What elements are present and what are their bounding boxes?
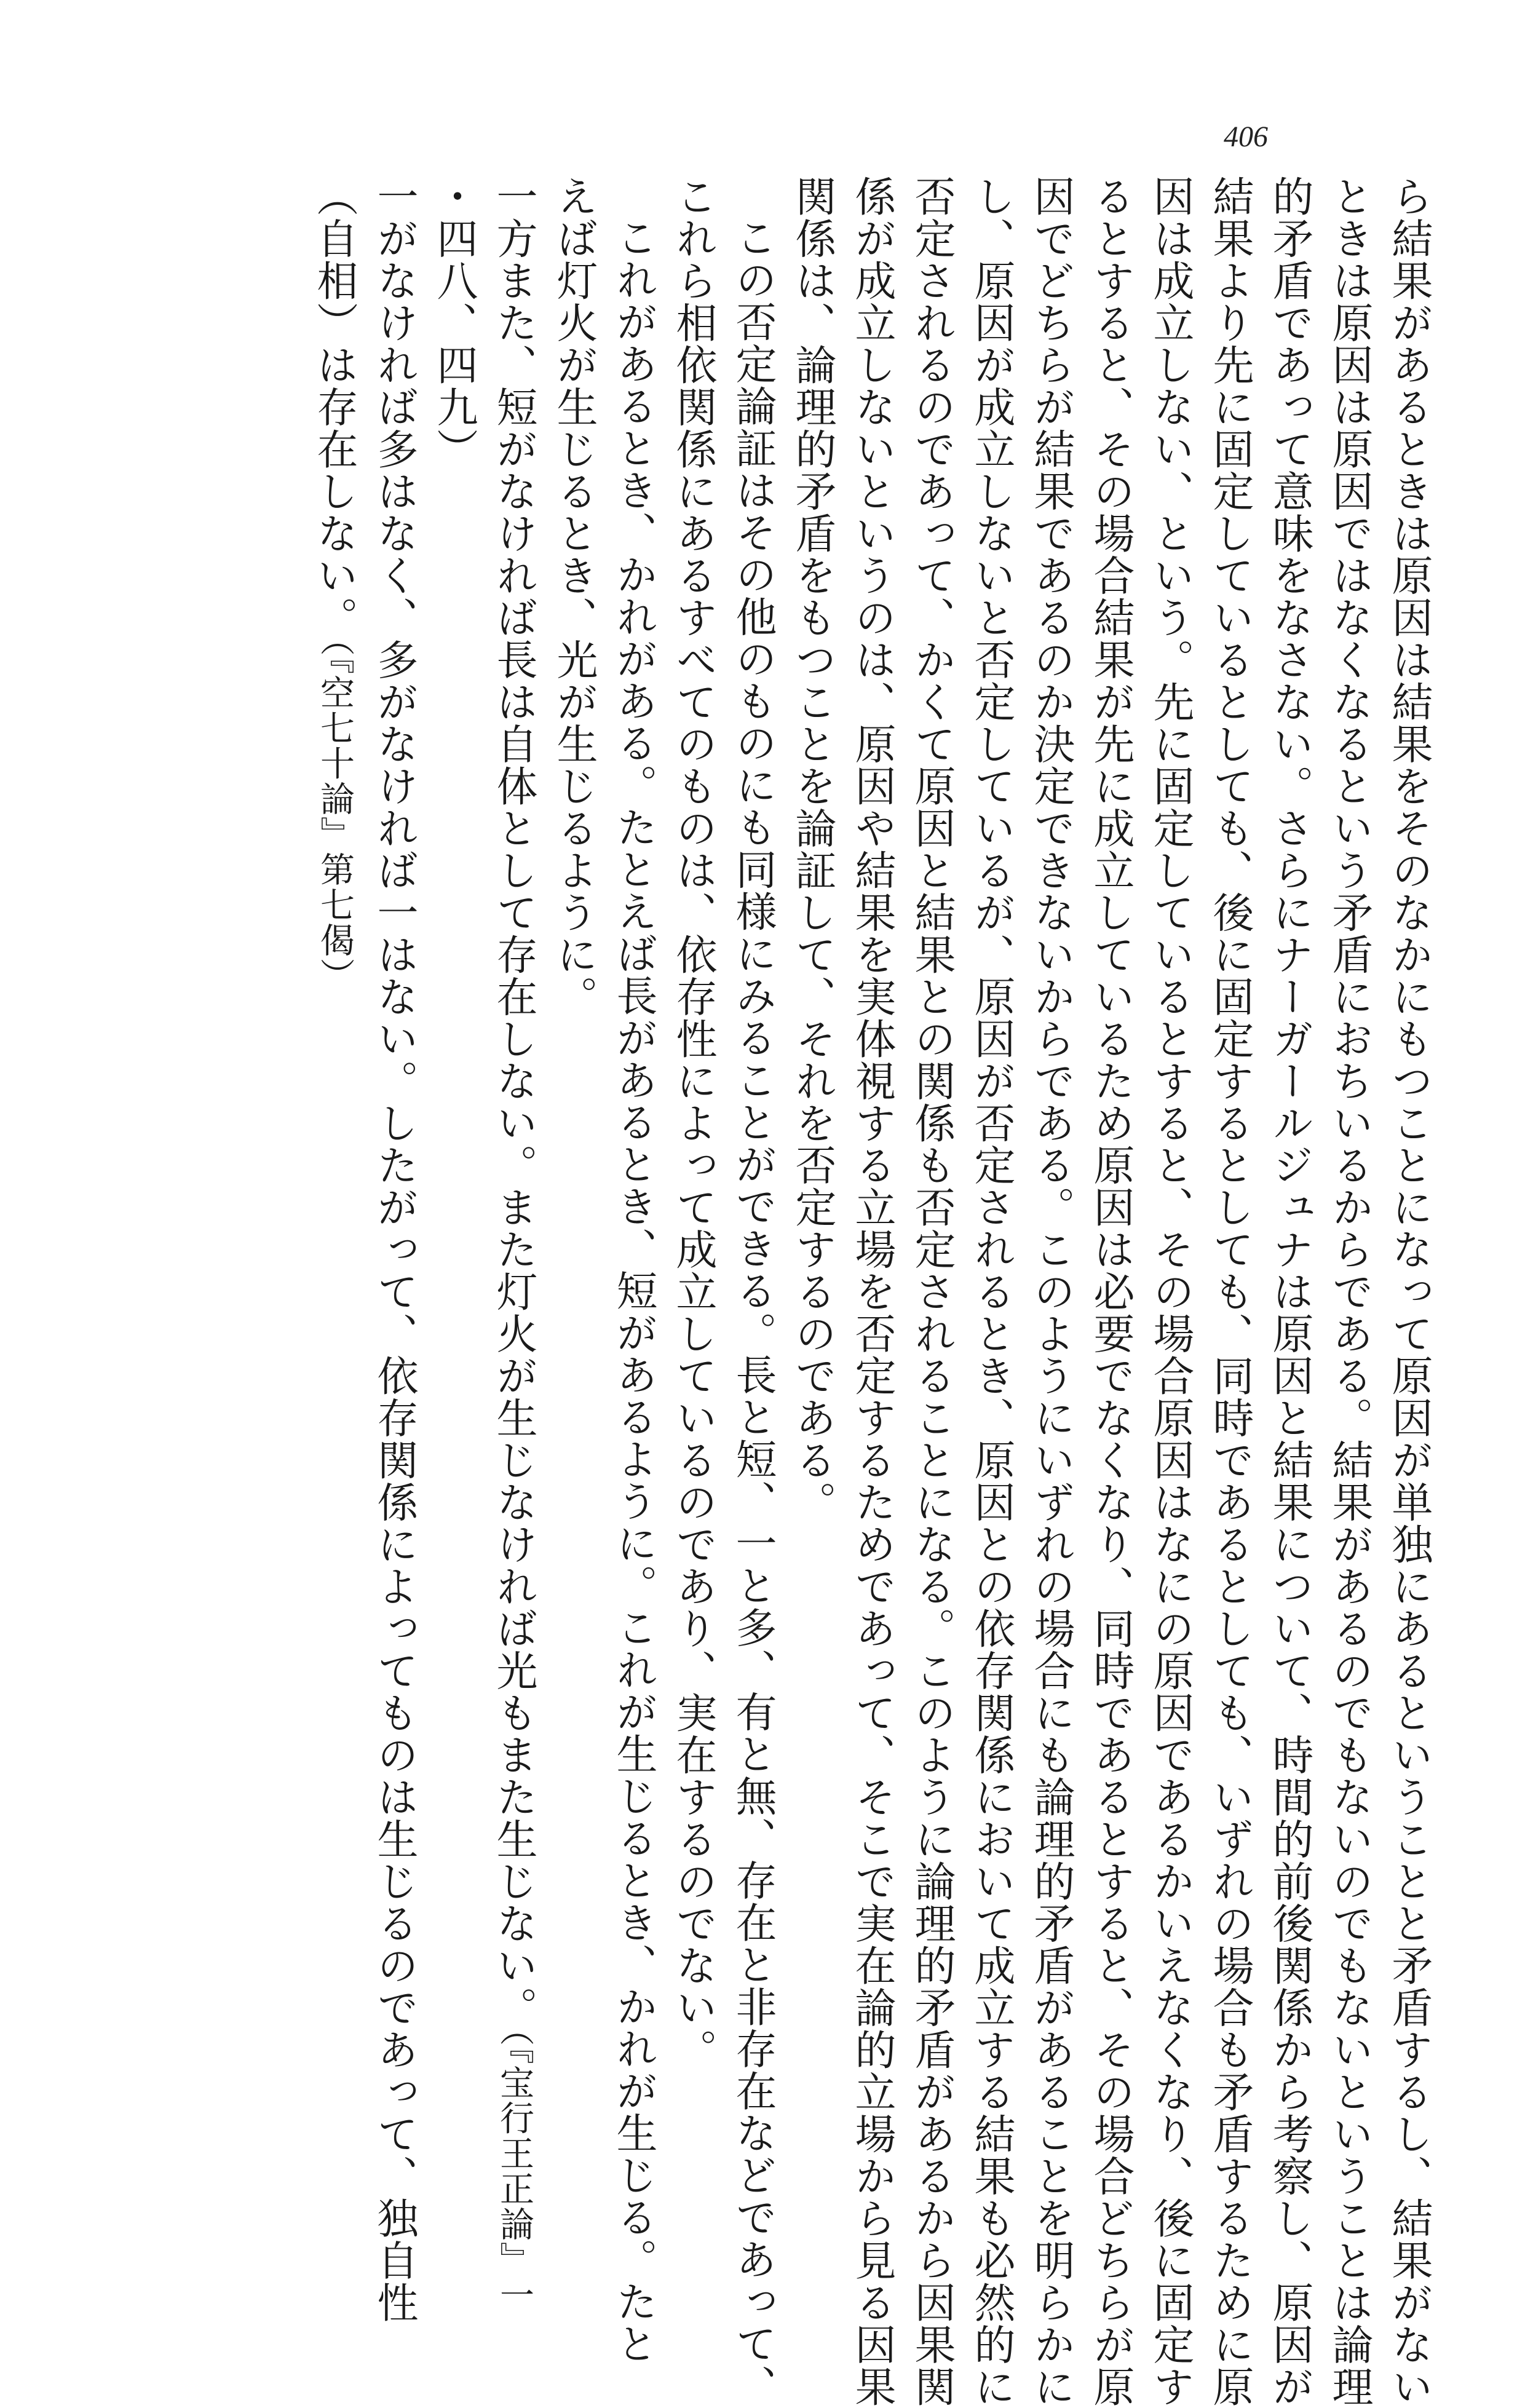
paragraph-start: この否定論証はその他のものにも同様にみることができる。長と短、一と多、有と無、存在と非存在などであって、: [729, 216, 777, 2407]
quote-text: 一方また、短がなければ長は自体として存在しない。また灯火が生じなければ光もまた生じない。: [490, 175, 538, 2029]
text-line: 的矛盾であって意味をなさない。さらにナーガールジュナは原因と結果について、時間的前後関係から考察し、原因が: [1266, 175, 1314, 2408]
quote-line: これがあるとき、かれがある。たとえば長があるとき、短があるように。これが生じるとき、かれが生じる。たと: [610, 216, 658, 2365]
text-line: ときは原因は原因ではなくなるという矛盾におちいるからである。結果があるのでもないのでもないということは論理: [1326, 175, 1374, 2408]
text-line: 関係は、論理的矛盾をもつことを論証して、それを否定するのである。: [789, 175, 837, 1523]
text-line: るとすると、その場合結果が先に成立しているため原因は必要でなくなり、同時であるとすると、その場合どちらが原: [1087, 175, 1135, 2408]
final-text: （自相）は存在しない。: [311, 175, 358, 639]
text-line: これら相依関係にあるすべてのものは、依存性によって成立しているのであり、実在するのでない。: [670, 175, 718, 2071]
text-line: 否定されるのであって、かくて原因と結果との関係も否定されることになる。このように論理的矛盾があるから因果関: [908, 175, 956, 2408]
text-line: 結果より先に固定しているとしても、後に固定するとしても、同時であるとしても、いずれの場合も矛盾するために原: [1206, 175, 1254, 2408]
quote-line: [484, 175, 544, 2313]
text-line: 因は成立しない、という。先に固定しているとすると、その場合原因はなにの原因であるかいえなくなり、後に固定す: [1147, 175, 1195, 2408]
body-text: [304, 175, 1439, 2408]
citation-hokaku: （『宝行王正論』一: [494, 2029, 534, 2313]
quote-line: ・四八、四九）: [430, 175, 478, 470]
quote-line: えば灯火が生じるとき、光が生じるように。: [550, 175, 598, 1018]
text-line: 係が成立しないというのは、原因や結果を実体視する立場を否定するためであって、そこで実在論的立場から見る因果: [849, 175, 897, 2408]
text-line: 一がなければ多はなく、多がなければ一はない。したがって、依存関係によってものは生じるのであって、独自性: [371, 175, 419, 2324]
citation-kushichijuron: （『空七十論』第七偈）: [315, 638, 355, 993]
text-line: ら結果があるときは原因は結果をそのなかにもつことになって原因が単独にあるということと矛盾するし、結果がない: [1385, 175, 1433, 2408]
text-line: 因でどちらが結果であるのか決定できないからである。このようにいずれの場合にも論理的矛盾があることを明らかに: [1028, 175, 1075, 2408]
text-line: し、原因が成立しないと否定しているが、原因が否定されるとき、原因との依存関係において成立する結果も必然的に: [968, 175, 1016, 2408]
text-line: [304, 175, 365, 1872]
page-number: 406: [1224, 121, 1268, 153]
